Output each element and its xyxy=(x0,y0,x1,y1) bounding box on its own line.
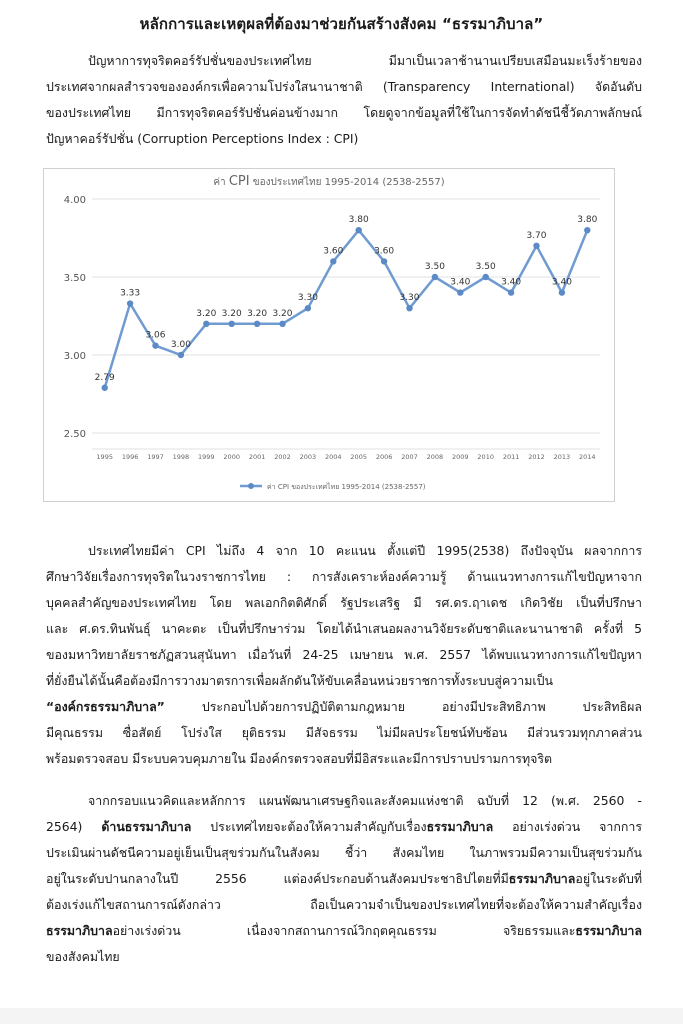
text-span: ประเทศไทยจะต้องให้ความสำคัญกับเรื่อง xyxy=(191,819,427,834)
chart-svg xyxy=(44,169,614,501)
x-tick-label: 1996 xyxy=(121,453,139,461)
data-point xyxy=(381,258,387,264)
data-point xyxy=(254,321,260,327)
text-span: ของประเทศไทย มีการทุจริตคอร์รัปชั่นค่อนข้างมาก โดยดูจากข้อมูลที่ใช้ในการจัดทำดัชนีชี้วัดภาพลักษณ์ xyxy=(46,105,642,120)
document-title: หลักการและเหตุผลที่ต้องมาช่วยกันสร้างสังคม “ธรรมาภิบาล” xyxy=(139,15,544,33)
text-line xyxy=(46,538,642,564)
text-span: ประเทศไทยมีค่า CPI ไม่ถึง 4 จาก 10 คะแนน ตั้งแต่ปี 1995(2538) ถึงปัจจุบัน ผลจากการ xyxy=(88,543,642,558)
chart-title-cpi: CPI xyxy=(228,174,250,189)
data-label: 3.20 xyxy=(221,308,242,319)
text-span: อยู่ในระดับที่ xyxy=(575,871,642,886)
text-span: ของสังคมไทย xyxy=(46,949,120,964)
chart-title-rest: ของประเทศไทย 1995-2014 (2538-2557) xyxy=(252,177,445,188)
x-tick-label: 1999 xyxy=(198,453,215,461)
intro-paragraph xyxy=(46,48,642,152)
text-line xyxy=(46,668,642,694)
text-span: และ ศ.ดร.ทินพันธุ์ นาคะตะ เป็นที่ปรึกษาร่วม โดยได้นำเสนอผลงานวิจัยระดับชาติและนานาชาติ ครั้งที่ 5 xyxy=(46,621,642,636)
data-point xyxy=(508,289,514,295)
data-point xyxy=(584,227,590,233)
data-point xyxy=(279,321,285,327)
data-point xyxy=(178,352,184,358)
x-tick-label: 2008 xyxy=(426,453,444,461)
text-line xyxy=(46,814,642,840)
text-span: ของมหาวิทยาลัยราชภัฏสวนสุนันทา เมื่อวันที่ 24-25 เมษายน พ.ศ. 2557 ได้พบแนวทางการแก้ไขปัญหา xyxy=(46,647,642,662)
text-span: ศึกษาวิจัยเรื่องการทุจริตในวงราชการไทย : การสังเคราะห์องค์ความรู้ ด้านแนวทางการแก้ไขปัญหาจาก xyxy=(46,569,642,584)
text-span: บุคคลสำคัญของประเทศไทย โดย พลเอกกิตติศักดิ์ รัฐประเสริฐ มี รศ.ดร.ฤาเดช เกิดวิชัย เป็นที่ปรึกษา xyxy=(46,595,642,610)
text-line xyxy=(46,788,642,814)
data-label: 3.06 xyxy=(145,330,166,341)
x-tick-label: 2009 xyxy=(452,453,469,461)
data-label: 3.40 xyxy=(551,277,572,288)
data-point xyxy=(356,227,362,233)
text-line xyxy=(46,642,642,668)
x-tick-label: 2010 xyxy=(477,453,494,461)
x-tick-label: 2001 xyxy=(248,453,266,461)
text-span: 2564) xyxy=(46,819,102,834)
y-tick-label: 3.50 xyxy=(63,273,86,284)
text-line xyxy=(46,100,642,126)
text-span: ประกอบไปด้วยการปฏิบัติตามกฎหมาย อย่างมีประสิทธิภาพ ประสิทธิผล xyxy=(164,699,642,714)
text-span: พร้อมตรวจสอบ มีระบบควบคุมภายใน มีองค์กรตรวจสอบที่มีอิสระและมีการปราบปรามการทุจริต xyxy=(46,751,553,766)
series-line xyxy=(105,230,588,388)
text-line xyxy=(46,74,642,100)
y-tick-label: 4.00 xyxy=(63,195,86,206)
data-point xyxy=(432,274,438,280)
data-label: 3.20 xyxy=(272,308,293,319)
text-line xyxy=(46,746,642,772)
text-line xyxy=(46,48,642,74)
data-label: 3.50 xyxy=(424,262,445,272)
x-tick-label: 2005 xyxy=(350,453,367,461)
data-label: 3.33 xyxy=(120,288,141,299)
legend-label: ค่า CPI ของประเทศไทย 1995-2014 (2538-2557) xyxy=(267,483,426,491)
data-label: 3.60 xyxy=(323,246,344,257)
data-label: 3.20 xyxy=(247,308,268,319)
x-tick-label: 2004 xyxy=(325,453,342,461)
text-line xyxy=(46,892,642,918)
cpi-findings-paragraph xyxy=(46,538,642,772)
x-tick-label: 2012 xyxy=(528,453,545,461)
chart-title xyxy=(213,174,444,189)
data-label: 3.60 xyxy=(374,246,395,257)
data-point xyxy=(457,289,463,295)
data-label: 2.79 xyxy=(94,372,115,383)
text-span: ประเมินผ่านดัชนีความอยู่เย็นเป็นสุขร่วมกันในสังคม ชี้ว่า สังคมไทย ในภาพรวมมีความเป็นสุขร่วมกัน xyxy=(46,845,642,860)
data-label: 3.30 xyxy=(399,293,420,304)
national-plan-paragraph xyxy=(46,788,642,970)
text-line xyxy=(46,126,642,152)
text-line xyxy=(46,616,642,642)
bold-text: ธรรมาภิบาล xyxy=(508,871,576,886)
data-label: 3.80 xyxy=(577,215,598,226)
text-line xyxy=(46,944,642,970)
x-tick-label: 2002 xyxy=(274,453,291,461)
chart-title-prefix: ค่า xyxy=(213,177,229,188)
data-point xyxy=(229,321,235,327)
data-point xyxy=(152,342,158,348)
text-span: จากกรอบแนวคิดและหลักการ แผนพัฒนาเศรษฐกิจและสังคมแห่งชาติ ฉบับที่ 12 (พ.ศ. 2560 - xyxy=(88,793,642,808)
data-label: 3.20 xyxy=(196,308,217,319)
text-line xyxy=(46,720,642,746)
x-tick-label: 2007 xyxy=(401,453,418,461)
data-point xyxy=(559,289,565,295)
text-line xyxy=(46,918,642,944)
text-span: อย่างเร่งด่วน เนื่องจากสถานการณ์วิกฤตคุณธรรม จริยธรรมและ xyxy=(112,923,576,938)
data-label: 3.80 xyxy=(348,215,369,226)
text-span: ที่ยั่งยืนได้นั้นคือต้องมีการวางมาตรการเพื่อผลักดันให้ขับเคลื่อนหน่วยราชการทั้งระบบสู่ความเป็น xyxy=(46,673,553,688)
data-label: 3.70 xyxy=(526,230,547,241)
text-line xyxy=(46,866,642,892)
bold-text: “องค์กรธรรมาภิบาล” xyxy=(46,699,165,714)
data-point xyxy=(102,385,108,391)
x-tick-label: 1998 xyxy=(172,453,190,461)
cpi-line-chart xyxy=(43,168,615,502)
text-span: อย่างเร่งด่วน จากการ xyxy=(493,819,642,834)
x-tick-label: 2011 xyxy=(502,453,520,461)
text-line xyxy=(46,590,642,616)
y-tick-label: 3.00 xyxy=(63,351,86,362)
x-tick-label: 2003 xyxy=(299,453,317,461)
text-span: ประเทศจากผลสำรวจขององค์กรเพื่อความโปร่งใสนานาชาติ (Transparency International) จัดอันดับ xyxy=(46,79,642,94)
x-tick-label: 2006 xyxy=(375,453,393,461)
data-point xyxy=(305,305,311,311)
x-tick-label: 2014 xyxy=(579,453,596,461)
text-span: มีคุณธรรม ซื่อสัตย์ โปร่งใส ยุติธรรม มีสัจธรรม ไม่มีผลประโยชน์ทับซ้อน มีส่วนรวมทุกภาคส่วน xyxy=(46,725,642,740)
bold-text: ธรรมาภิบาล xyxy=(46,923,113,938)
data-point xyxy=(127,300,133,306)
text-span: ปัญหาการทุจริตคอร์รัปชั่นของประเทศไทย มีมาเป็นเวลาช้านานเปรียบเสมือนมะเร็งร้ายของ xyxy=(88,53,642,68)
x-tick-label: 2013 xyxy=(553,453,571,461)
text-line xyxy=(46,694,642,720)
data-point xyxy=(533,243,539,249)
text-span: ต้องเร่งแก้ไขสถานการณ์ดังกล่าว ถือเป็นความจำเป็นของประเทศไทยที่จะต้องให้ความสำคัญเรื่อง xyxy=(46,897,642,912)
page-bottom-edge xyxy=(0,1008,683,1024)
data-label: 3.40 xyxy=(450,277,471,288)
y-tick-label: 2.50 xyxy=(63,429,86,440)
data-label: 3.30 xyxy=(297,293,318,304)
text-line xyxy=(46,840,642,866)
bold-text: ด้านธรรมาภิบาล xyxy=(101,819,192,834)
bold-text: ธรรมาภิบาล xyxy=(426,819,494,834)
data-point xyxy=(483,274,489,280)
data-label: 3.40 xyxy=(501,277,522,288)
legend-marker xyxy=(248,483,254,489)
text-line xyxy=(46,564,642,590)
data-point xyxy=(330,258,336,264)
bold-text: ธรรมาภิบาล xyxy=(575,923,642,938)
data-label: 3.00 xyxy=(170,340,191,350)
x-tick-label: 2000 xyxy=(223,453,240,461)
x-tick-label: 1997 xyxy=(147,453,164,461)
data-point xyxy=(406,305,412,311)
data-point xyxy=(203,321,209,327)
text-span: ปัญหาคอร์รัปชั่น (Corruption Perceptions Index : CPI) xyxy=(46,131,359,146)
x-tick-label: 1995 xyxy=(96,453,113,461)
data-label: 3.50 xyxy=(475,262,496,272)
text-span: อยู่ในระดับปานกลางในปี 2556 แต่องค์ประกอบด้านสังคมประชาธิปไตยที่มี xyxy=(46,871,509,886)
